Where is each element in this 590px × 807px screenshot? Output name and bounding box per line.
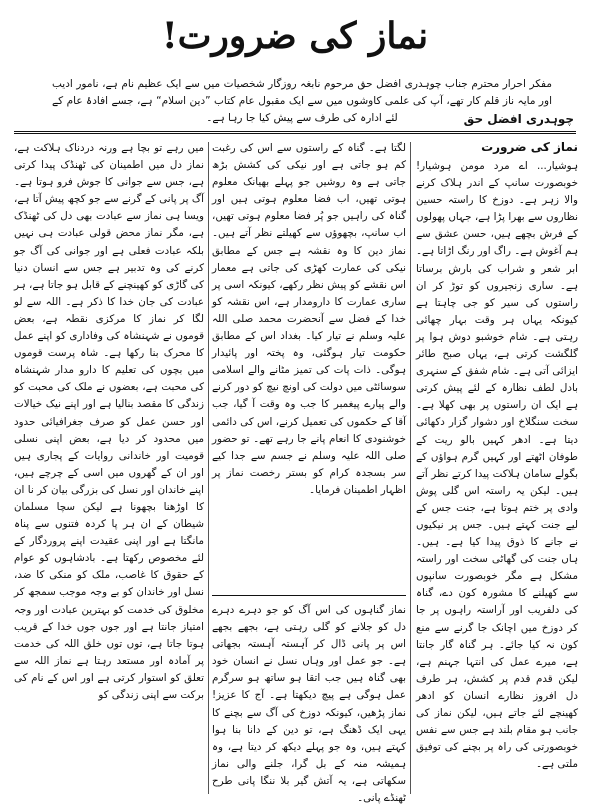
column-second-text: لگتا ہے۔ گناہ کے راستوں سے اس کی رغبت کم ہو جاتی ہے اور نیکی کی کشش بڑھ جاتی ہے وہ روشیں جو پہلے بھیانک معلوم ہوتی تھیں، اب فضا معلوم ہوتی ہیں اور گناہ کی راہیں جو پُر فضا معلوم ہوتی تھیں، اب سانپ، بچھوؤں سے کھیلتے نظر آتے ہیں۔ نماز دین کا وہ نقشہ ہے جس کے مطابق نیکی کی عمارت کھڑی کی جاتی ہے معمار اس نقشے کو پیش نظر رکھے، کیونکہ اسی پر ساری عمارت کا دارومدار ہے، اس نقشہ کو خدا کے فضل سے آنحضرت محمد صلی اللہ علیہ وسلم نے تیار کیا۔ بغداد اس کے مطابق حکومت تیار ہوگئی، وہ پختہ اور پائیدار ہوگی۔ ذات پات کی تمیز مٹانے والے اسلامی سوسائٹی میں دولت کی اونچ نیچ کو دور کرنے والے پیارے پیغمبر کا جب وہ وقت آ گیا، جب آقا کے حکموں کی تعمیل کرنے، اس کی دائمی خوشنودی کا انعام پانے جا رہے تھے۔ تو حضور صلی اللہ علیہ وسلم نے جسم سے جدا کیے سر بسجدہ کرام کو بستر رخصت نماز پر اظہار اطمینان فرمایا۔	[212, 142, 406, 496]
column-third	[14, 140, 204, 795]
column-third-text: میں رہے تو بچا ہے ورنہ دردناک ہلاکت ہے، نماز دل میں اطمینان کی ٹھنڈک پیدا کرتی ہے، جس سے جوانی کا جوش فرو ہوتا ہے۔ آگ پر پانی کے گرنے سے جو کچھ پیش آتا ہے، ویسا ہی نماز سے عبادت بھی دل کی ٹھنڈک ہے، مگر نماز محض قولی عبادت ہی نہیں بلکہ عبادت فعلی ہے اور جوانی کی آگ جو کرنے کی وہ تدبیر ہے جس سے انسان دنیا کی گاڑی کو کھینچنے کے قابل ہو جاتا ہے، ہر عبادت کی جان خدا کا ذکر ہے۔ اللہ سے لو لگا کر نماز کا مرکزی نقطہ ہے، بعض قوموں نے شہنشاہ کی وفاداری کو اپنے عمل کا محرک بنا رکھا ہے۔ شاہ پرست قوموں میں بچوں کی تعلیم کا دارو مدار شہنشاہ کی محبت ہے، بعضوں نے ملک کی محبت کو زندگی کا مقصد بنالیا ہے اور اپنے نیک خیالات اور حسن عمل کو صرف جغرافیائی حدود میں محدود کر دیا ہے، بعض اپنی نسلی قومیت اور خاندانی روایات کے پجاری ہیں اور ان کے گھروں میں اسی کے چرچے ہیں، اپنے خاندان اور نسل کی بزرگی بیان کر نا ان کا اوڑھنا بچھونا ہے لیکن سچا مسلمان شیطان کے ان ہر پا کردہ فتنوں سے پناہ مانگتا ہے اور اپنی عقیدت اپنے پروردگار کے لئے مخصوص رکھتا ہے۔ بادشاہوں کو عوام کے حقوق کا غاصب، ملک کو منکی کا ضد، نسل اور خاندان کو بے وجہ موجب سمجھ کر مخلوق کی خدمت کو بہترین عبادت اور وجہ امتیاز جانتا ہے اور جوں جوں خدا کے قریب ہوتا جاتا ہے، توں توں خلق اللہ کی خدمت پر آمادہ اور مستعد رہتا ہے نماز اللہ سے تعلق کو استوار کرتی ہے اور اس کے نام کی برکت سے اپنی زندگی کو	[14, 142, 204, 701]
column-subheading: نماز کی ضرورت	[481, 140, 578, 154]
column-first-text: ہوشیار... اے مرد مومن ہوشیار! خوبصورت سانپ کے اندر ہلاک کرنے والا زہر ہے۔ دوزخ کا راستہ حسین نظاروں سے بھرا پڑا ہے، جہاں پھولوں کے فرش بچھے ہیں، حسن عشق سے ہم آغوش ہے۔ راگ اور رنگ اڑاتا ہے۔ ابر شعر و شراب کی بارش برساتا ہے۔ ساری زنجیروں کو توڑ کر ان راستوں کی سیر کو جی چاہتا ہے کیونکہ یہاں ہر وقت بہار چھائی رہتی ہے۔ شام خوشبو دوش ہوا پر گلگشت کرتی ہے، یہاں صبح طائر ایزائی آتی ہے۔ شام شفق کے سنہری بادل لطف نظارہ کے لئے پیش کرتی ہے ایک ان راستوں پر بھی کھلا ہے۔ سخت سنگلاخ اور دشوار گزار دکھائی دیتا ہے۔ ادھر کہیں بالو ریت کے طوفان اٹھتے اور کہیں گرم ہواؤں کے بگولے سامان ہلاکت پیدا کرتے نظر آتے ہیں۔ لیکن یہ راستہ اس گلی پوش وادی پر ختم ہوتا ہے، جنت جس کے لیے جنت کہتے ہیں۔ جس پر نیکیوں نے جانے کا ذوق پیدا کیا ہے۔ ہیں۔ ہاں جنت کی گھاٹی سخت اور راستہ مشکل ہے مگر خوبصورت سانپوں سے کھیلنے کا مشورہ کون دے، گناہ کی دلفریب اور آراستہ راہوں پر جا کر دوزخ میں اچانک جا گرنے سے منع کون نہ کیا جائے۔ ہر گناہ گار جانتا ہے، میرے عمل کی انتہا جہنم ہے، لیکن قدم قدم پر کشش، ہر طرف دل افروز نظارے انسان کو ادھر کھینچے لئے جاتے ہیں، لیکن نماز کی جانب ہو مقام بلند ہے جس سے نفس خوبصورتی کی راہ پر بچنے کی توفیق ملتی ہے۔	[416, 160, 578, 771]
header-divider-second	[14, 133, 576, 134]
article-title: نماز کی ضرورت!	[161, 15, 429, 57]
header-divider	[14, 131, 576, 132]
column-second-box-text: نماز گناہوں کی اس آگ کو جو دہرے دہرے دل کو جلانے کو گلی رہتی ہے، بجھے بجھے اس پر پانی ڈال کر آہستہ آہستہ بجھاتی ہے۔ جو عمل اور وہاں نسل نے انسان خود بھی گناہ ہیں جب اتقا ہو ساتھ ہو سرگرم عمل ہوگی ہے پیچ دیکھتا ہے۔ آج کا عزیز! نماز پڑھیں، کیونکہ دوزخ کی آگ سے بچنے کا یہی ایک ڈھنگ ہے، تو دین کے دانا بنا ہوا کہتے ہیں، وہ جو پہلے دیکھ کر دیتا ہے، وہ ہمیشہ منہ کے بل گرا، جلنے والی نماز سکھاتی ہے، یہ آتش گیر بلا ننگا پانی طرح ٹھنڈے پانی۔	[212, 604, 406, 805]
column-second-box	[212, 595, 406, 805]
column-divider-right	[410, 142, 411, 794]
column-divider-left	[208, 142, 209, 794]
column-second	[212, 140, 406, 590]
article-intro: مفکر احرار محترم جناب چوہدری افضل حق مرحوم نابغہ روزگار شخصیات میں سے ایک عظیم نام ہے، نامور ادیب اور مایہ ناز قلم کار تھے، آپ کی علمی کاوشوں میں سے ایک مقبول عام کتاب ”دین اسلام“ ہے، جسے افادۂ عام کے لئے ادارہ کی طرف سے پیش کیا جا رہا ہے۔	[52, 78, 552, 124]
author-byline: چوہدری افضل حق	[463, 112, 574, 126]
column-first	[416, 140, 578, 795]
